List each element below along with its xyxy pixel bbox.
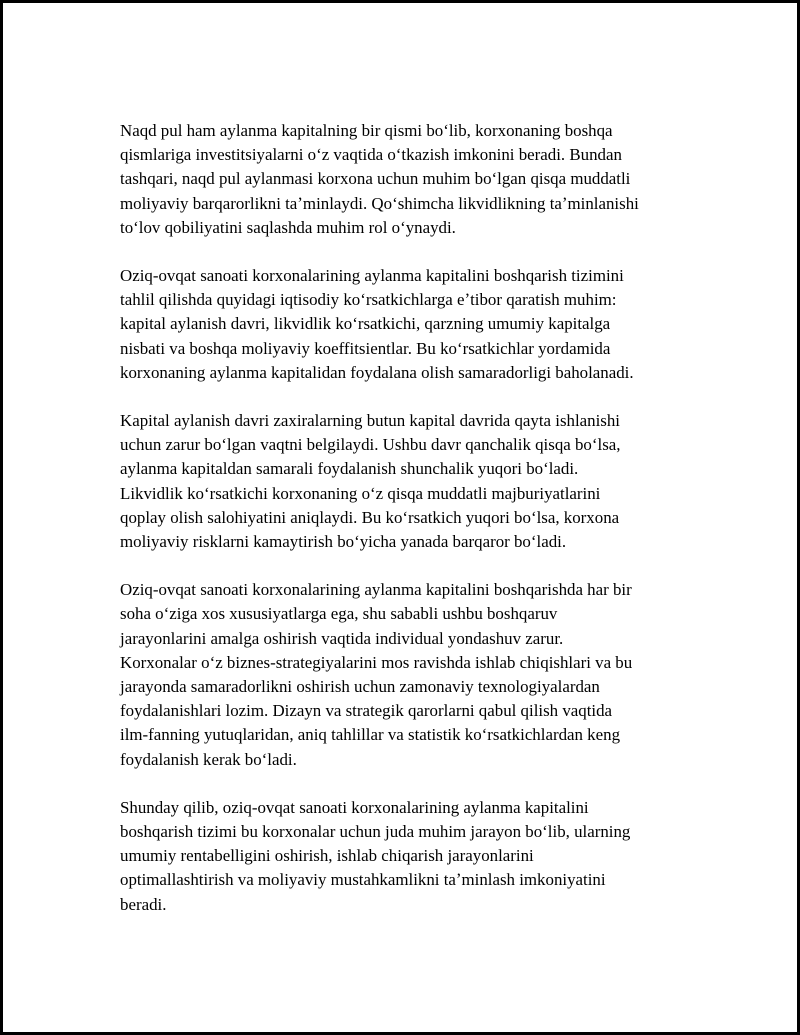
paragraph-4: Oziq-ovqat sanoati korxonalarining aylanma kapitalini boshqarishda har bir soha oʻziga xos xususiyatlarga ega, shu sababli ushbu boshqaruv jarayonlarini amalga oshirish vaqtida individual yondashuv zarur. Korxonalar oʻz biznes-strategiyalarini mos ravishda ishlab chiqishlari va bu jarayonda samaradorlikni oshirish uchun zamonaviy texnologiyalardan foydalanishlari lozim. Dizayn va strategik qarorlarni qabul qilish vaqtida ilm-fanning yutuqlaridan, aniq tahlillar va statistik koʻrsatkichlardan keng foydalanish kerak boʻladi. — [120, 580, 633, 769]
document-body — [120, 119, 690, 941]
paragraph-5: Shunday qilib, oziq-ovqat sanoati korxonalarining aylanma kapitalini boshqarish tizimi bu korxonalar uchun juda muhim jarayon boʻlib, ularning umumiy rentabelligini oshirish, ishlab chiqarish jarayonlarini optimallashtirish va moliyaviy mustahkamlikni taʼminlash imkoniyatini beradi. — [120, 797, 631, 914]
paragraph-2: Oziq-ovqat sanoati korxonalarining aylanma kapitalini boshqarish tizimini tahlil qilishda quyidagi iqtisodiy koʻrsatkichlarga eʼtibor qaratish muhim: kapital aylanish davri, likvidlik koʻrsatkichi, qarzning umumiy kapitalga nisbati va boshqa moliyaviy koeffitsientlar. Bu koʻrsatkichlar yordamida korxonaning aylanma kapitalidan foydalana olish samaradorligi baholanadi. — [120, 266, 634, 382]
paragraph-1: Naqd pul ham aylanma kapitalning bir qismi boʻlib, korxonaning boshqa qismlariga investitsiyalarni oʻz vaqtida oʻtkazish imkonini beradi. Bundan tashqari, naqd pul aylanmasi korxona uchun muhim boʻlgan qisqa muddatli moliyaviy barqarorlikni taʼminlaydi. Qoʻshimcha likvidlikning taʼminlanishi toʻlov qobiliyatini saqlashda muhim rol oʻynaydi. — [120, 121, 639, 237]
paragraph-3: Kapital aylanish davri zaxiralarning butun kapital davrida qayta ishlanishi uchun zarur boʻlgan vaqtni belgilaydi. Ushbu davr qanchalik qisqa boʻlsa, aylanma kapitaldan samarali foydalanish shunchalik yuqori boʻladi. Likvidlik koʻrsatkichi korxonaning oʻz qisqa muddatli majburiyatlarini qoplay olish salohiyatini aniqlaydi. Bu koʻrsatkich yuqori boʻlsa, korxona moliyaviy risklarni kamaytirish boʻyicha yanada barqaror boʻladi. — [120, 411, 621, 552]
